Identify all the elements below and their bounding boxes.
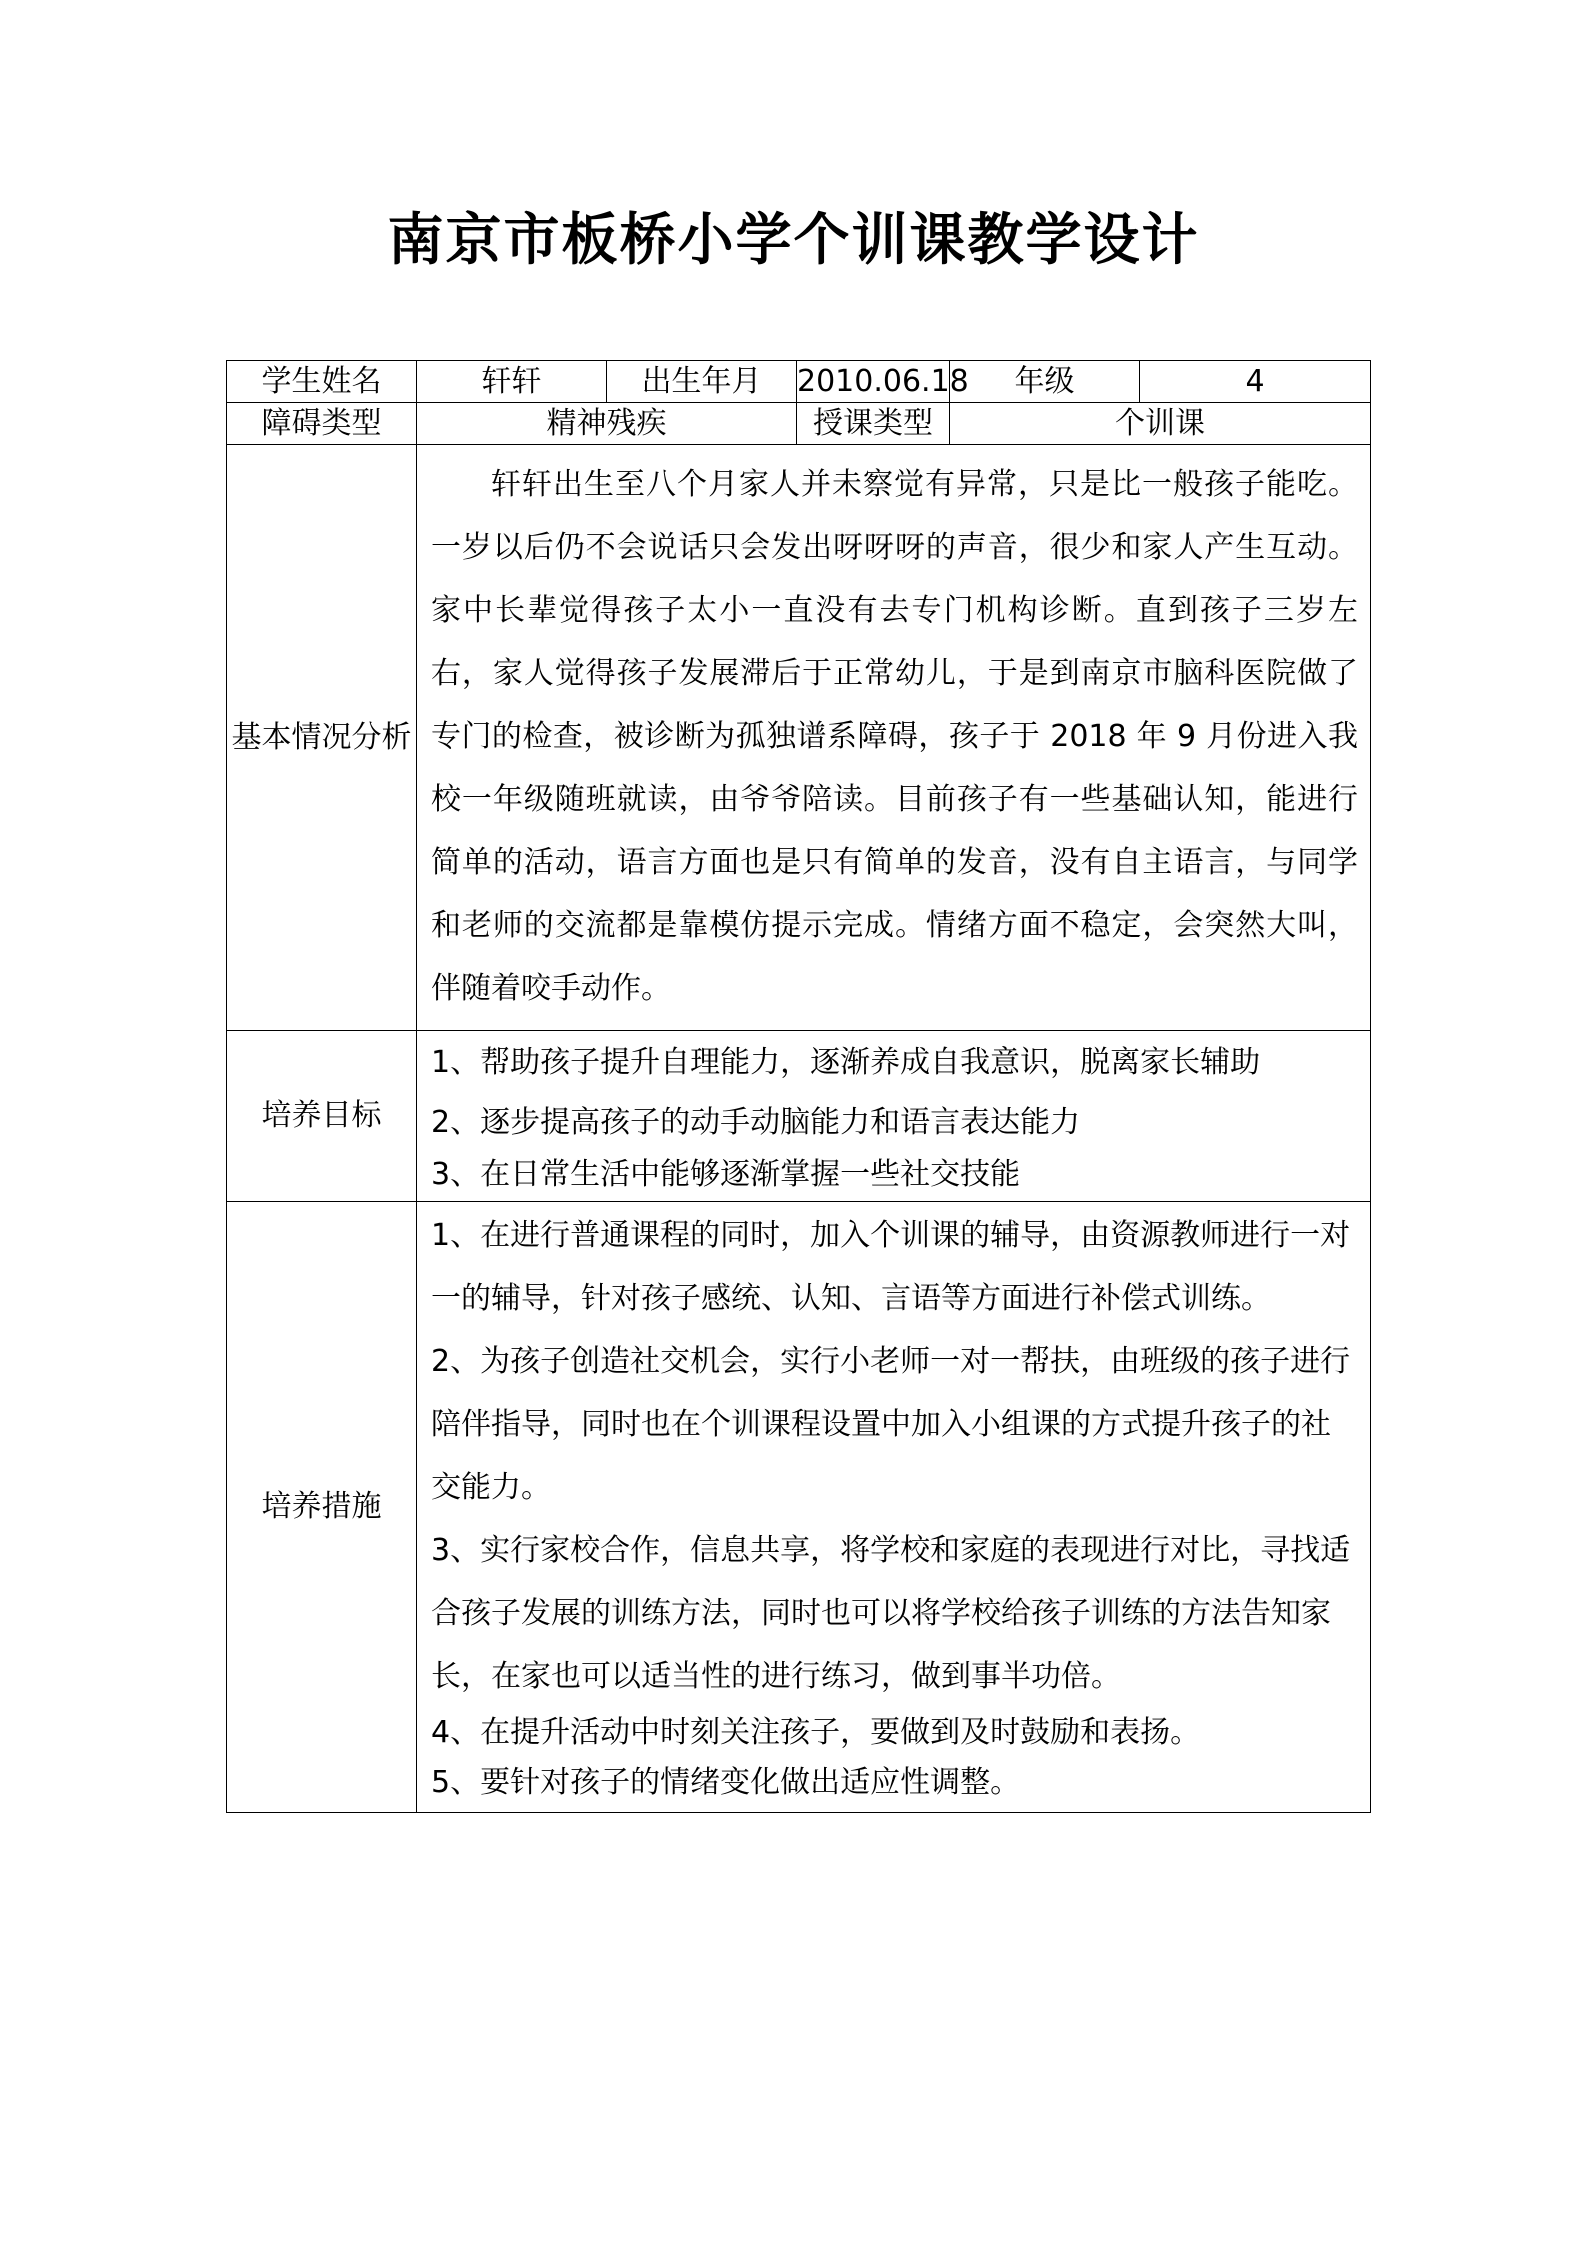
birth-label: 出生年月 [607,361,797,403]
student-name-label: 学生姓名 [227,361,417,403]
lesson-design-table [226,360,1371,1813]
grade-label: 年级 [950,361,1140,403]
analysis-text: 轩轩出生至八个月家人并未察觉有异常，只是比一般孩子能吃。一岁以后仍不会说话只会发出呀呀呀的声音，很少和家人产生互动。家中长辈觉得孩子太小一直没有去专门机构诊断。直到孩子三岁左右，家人觉得孩子发展滞后于正常幼儿，于是到南京市脑科医院做了专门的检查，被诊断为孤独谱系障碍，孩子于 2018 年 9 月份进入我校一年级随班就读，由爷爷陪读。目前孩子有一些基础认知，能进行简单的活动，语言方面也是只有简单的发音，没有自主语言，与同学和老师的交流都是靠模仿提示完成。情绪方面不稳定，会突然大叫，伴随着咬手动作。 [417,445,1371,1031]
disability-label: 障碍类型 [227,403,417,445]
birth-value: 2010.06.18 [797,361,950,403]
document-title: 南京市板桥小学个训课教学设计 [387,207,1200,273]
goals-label: 培养目标 [227,1031,417,1202]
measure-item: 4、在提升活动中时刻关注孩子，要做到及时鼓励和表扬。 [431,1715,1201,1750]
analysis-row [227,445,1371,1031]
measures-row [227,1202,1371,1813]
info-row-1 [227,361,1371,403]
goal-item: 1、帮助孩子提升自理能力，逐渐养成自我意识，脱离家长辅助 [431,1045,1261,1080]
goals-row [227,1031,1371,1202]
course-type-value: 个训课 [950,403,1371,445]
course-type-label: 授课类型 [797,403,950,445]
measure-item: 1、在进行普通课程的同时，加入个训课的辅导，由资源教师进行一对一的辅导，针对孩子感统、认知、言语等方面进行补偿式训练。 [431,1218,1351,1316]
analysis-label: 基本情况分析 [227,445,417,1031]
measures-list [417,1202,1371,1813]
disability-value: 精神残疾 [417,403,797,445]
measure-item: 5、要针对孩子的情绪变化做出适应性调整。 [431,1765,1021,1800]
goal-item: 2、逐步提高孩子的动手动脑能力和语言表达能力 [431,1105,1081,1140]
info-row-2 [227,403,1371,445]
goal-item: 3、在日常生活中能够逐渐掌握一些社交技能 [431,1157,1021,1192]
student-name-value: 轩轩 [417,361,607,403]
grade-value: 4 [1140,361,1371,403]
measures-label: 培养措施 [227,1202,417,1813]
measure-item: 3、实行家校合作，信息共享，将学校和家庭的表现进行对比，寻找适合孩子发展的训练方法，同时也可以将学校给孩子训练的方法告知家长，在家也可以适当性的进行练习，做到事半功倍。 [431,1533,1351,1694]
measure-item: 2、为孩子创造社交机会，实行小老师一对一帮扶，由班级的孩子进行陪伴指导，同时也在个训课程设置中加入小组课的方式提升孩子的社交能力。 [431,1344,1351,1505]
goals-list [417,1031,1371,1202]
